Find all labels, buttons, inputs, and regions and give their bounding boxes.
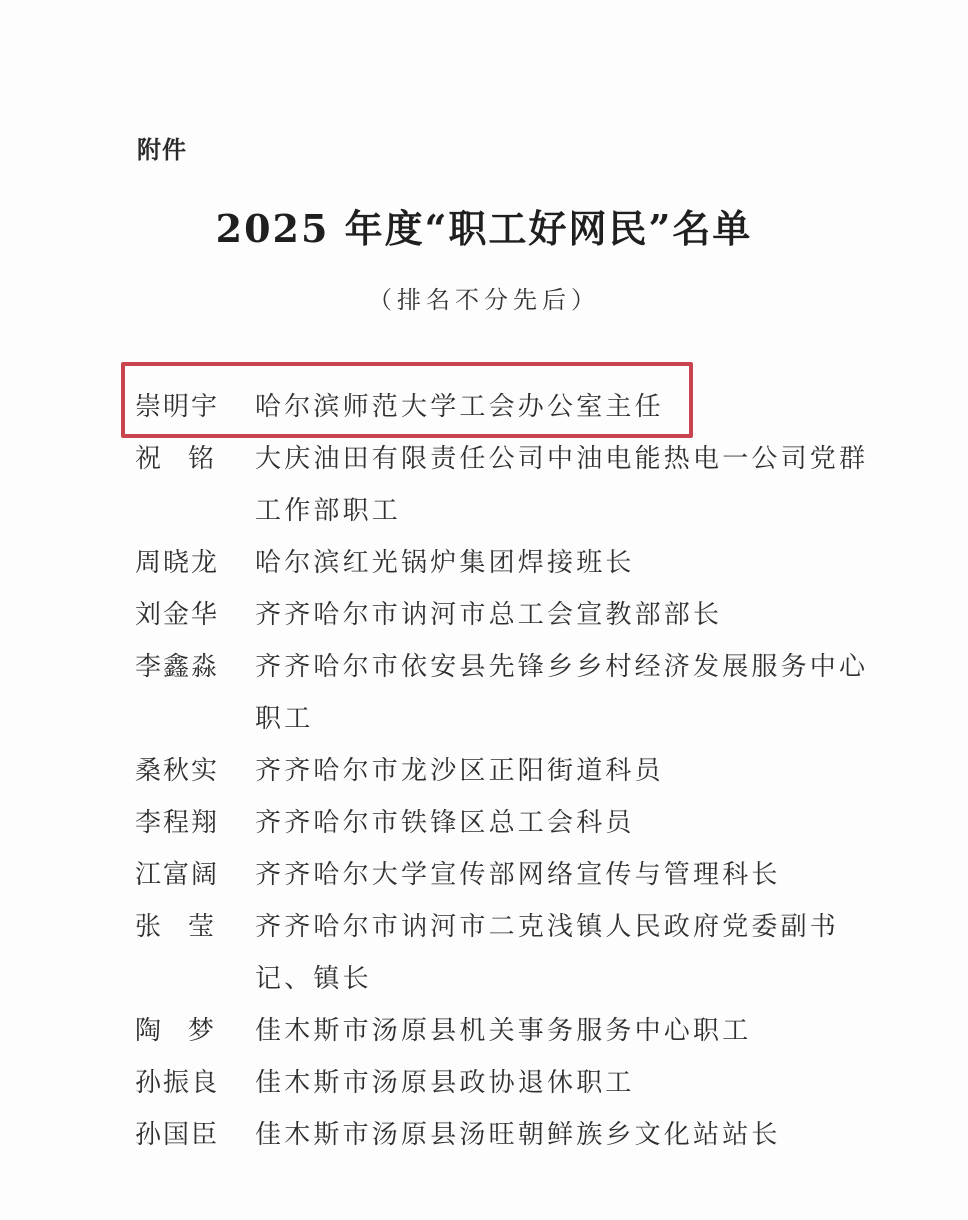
person-position: 佳木斯市汤原县汤旺朝鲜族乡文化站站长 [255,1120,781,1150]
list-item [0,641,968,745]
person-position: 大庆油田有限责任公司中油电能热电一公司党群工作部职工 [255,444,869,526]
person-position: 齐齐哈尔市铁锋区总工会科员 [255,808,635,838]
person-name: 江富阔 [135,860,220,890]
person-position: 齐齐哈尔市讷河市二克浅镇人民政府党委副书记、镇长 [255,912,840,994]
person-position: 齐齐哈尔市讷河市总工会宣教部部长 [255,600,723,630]
person-position: 哈尔滨红光锅炉集团焊接班长 [255,548,635,578]
list-item [0,1005,968,1057]
list-item [0,433,968,537]
person-name: 李鑫淼 [135,652,220,682]
attachment-label: 附件 [137,136,187,164]
person-name: 孙振良 [135,1068,220,1098]
person-name: 周晓龙 [135,548,220,578]
document-title: 2025 年度“职工好网民”名单 [215,206,753,251]
person-position: 齐齐哈尔市依安县先锋乡乡村经济发展服务中心职工 [255,652,869,734]
person-position: 齐齐哈尔市龙沙区正阳街道科员 [255,756,664,786]
person-position: 佳木斯市汤原县机关事务服务中心职工 [255,1016,752,1046]
list-item [0,901,968,1005]
person-name: 孙国臣 [135,1120,220,1150]
person-position: 齐齐哈尔大学宣传部网络宣传与管理科长 [255,860,781,890]
name-list [0,381,968,1161]
person-position: 哈尔滨师范大学工会办公室主任 [255,392,664,422]
list-item [0,381,968,433]
list-item [0,797,968,849]
person-name: 刘金华 [135,600,220,630]
person-name: 陶梦 [135,1016,242,1046]
person-name: 崇明宇 [135,392,220,422]
list-item [0,745,968,797]
list-item [0,1057,968,1109]
list-item [0,589,968,641]
list-item [0,849,968,901]
document-subtitle: （排名不分先后） [368,286,600,314]
person-name: 李程翔 [135,808,220,838]
person-name: 祝铭 [135,444,242,474]
list-item [0,537,968,589]
list-item [0,1109,968,1161]
person-name: 张莹 [135,912,242,942]
person-name: 桑秋实 [135,756,220,786]
person-position: 佳木斯市汤原县政协退休职工 [255,1068,635,1098]
